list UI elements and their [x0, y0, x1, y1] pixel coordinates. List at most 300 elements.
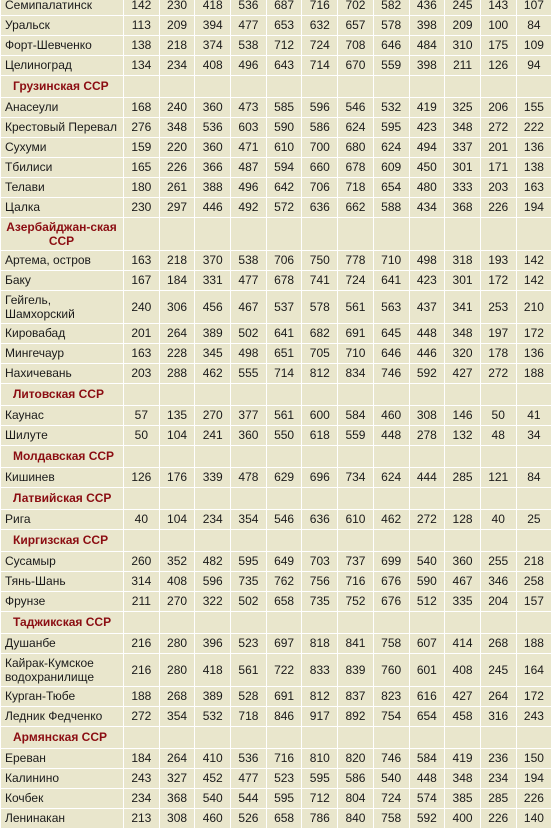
empty-cell	[302, 612, 338, 634]
value-cell: 632	[302, 16, 338, 36]
value-cell: 691	[338, 324, 374, 344]
value-cell: 561	[266, 406, 302, 426]
value-cell: 917	[302, 707, 338, 727]
region-name: Молдавская ССР	[1, 446, 124, 468]
value-cell: 414	[445, 634, 481, 654]
value-cell: 327	[159, 769, 195, 789]
empty-cell	[159, 727, 195, 749]
value-cell: 310	[445, 36, 481, 56]
empty-cell	[338, 727, 374, 749]
empty-cell	[195, 446, 231, 468]
value-cell: 540	[373, 769, 409, 789]
value-cell: 582	[373, 0, 409, 16]
empty-cell	[409, 446, 445, 468]
table-row	[1, 271, 551, 291]
value-cell: 389	[195, 687, 231, 707]
value-cell: 532	[195, 707, 231, 727]
value-cell: 536	[195, 118, 231, 138]
station-name: Шилуте	[1, 426, 124, 446]
value-cell: 498	[409, 251, 445, 271]
value-cell: 337	[445, 138, 481, 158]
empty-cell	[195, 612, 231, 634]
value-cell: 710	[338, 344, 374, 364]
value-cell: 126	[124, 468, 160, 488]
value-cell: 240	[124, 291, 160, 324]
value-cell: 706	[302, 178, 338, 198]
value-cell: 204	[480, 592, 516, 612]
value-cell: 285	[445, 468, 481, 488]
empty-cell	[516, 530, 551, 552]
value-cell: 654	[373, 178, 409, 198]
empty-cell	[373, 446, 409, 468]
value-cell: 211	[445, 56, 481, 76]
value-cell: 142	[516, 271, 551, 291]
value-cell: 578	[302, 291, 338, 324]
value-cell: 492	[231, 198, 267, 218]
value-cell: 318	[445, 251, 481, 271]
value-cell: 537	[266, 291, 302, 324]
value-cell: 592	[409, 809, 445, 829]
value-cell: 197	[480, 324, 516, 344]
empty-cell	[302, 530, 338, 552]
value-cell: 585	[266, 98, 302, 118]
value-cell: 268	[480, 634, 516, 654]
empty-cell	[231, 530, 267, 552]
value-cell: 418	[195, 0, 231, 16]
value-cell: 590	[409, 572, 445, 592]
table-row	[1, 36, 551, 56]
value-cell: 452	[195, 769, 231, 789]
value-cell: 272	[124, 707, 160, 727]
value-cell: 758	[373, 809, 409, 829]
value-cell: 297	[159, 198, 195, 218]
value-cell: 134	[124, 56, 160, 76]
value-cell: 473	[231, 98, 267, 118]
empty-cell	[124, 530, 160, 552]
station-name: Тянь-Шань	[1, 572, 124, 592]
value-cell: 172	[516, 687, 551, 707]
value-cell: 176	[159, 468, 195, 488]
value-cell: 316	[480, 707, 516, 727]
value-cell: 654	[409, 707, 445, 727]
value-cell: 188	[516, 364, 551, 384]
value-cell: 662	[338, 198, 374, 218]
value-cell: 301	[445, 158, 481, 178]
value-cell: 427	[445, 364, 481, 384]
value-cell: 467	[231, 291, 267, 324]
empty-cell	[124, 488, 160, 510]
value-cell: 203	[480, 178, 516, 198]
region-row	[1, 612, 551, 634]
value-cell: 261	[159, 178, 195, 198]
value-cell: 164	[516, 654, 551, 687]
value-cell: 478	[231, 468, 267, 488]
value-cell: 624	[373, 468, 409, 488]
empty-cell	[516, 446, 551, 468]
empty-cell	[159, 76, 195, 98]
value-cell: 610	[266, 138, 302, 158]
empty-cell	[409, 76, 445, 98]
value-cell: 434	[409, 198, 445, 218]
value-cell: 586	[302, 118, 338, 138]
value-cell: 136	[516, 344, 551, 364]
empty-cell	[445, 218, 481, 251]
value-cell: 741	[302, 271, 338, 291]
value-cell: 228	[159, 344, 195, 364]
table-row	[1, 707, 551, 727]
empty-cell	[302, 446, 338, 468]
value-cell: 697	[266, 634, 302, 654]
table-row	[1, 749, 551, 769]
value-cell: 680	[338, 138, 374, 158]
value-cell: 146	[445, 406, 481, 426]
value-cell: 136	[516, 138, 551, 158]
value-cell: 335	[445, 592, 481, 612]
empty-cell	[480, 488, 516, 510]
value-cell: 653	[266, 16, 302, 36]
value-cell: 734	[338, 468, 374, 488]
value-cell: 385	[445, 789, 481, 809]
value-cell: 563	[373, 291, 409, 324]
value-cell: 163	[124, 251, 160, 271]
value-cell: 121	[480, 468, 516, 488]
value-cell: 641	[373, 271, 409, 291]
value-cell: 423	[409, 271, 445, 291]
value-cell: 561	[338, 291, 374, 324]
empty-cell	[302, 76, 338, 98]
table-row	[1, 138, 551, 158]
value-cell: 360	[195, 138, 231, 158]
value-cell: 410	[195, 749, 231, 769]
empty-cell	[231, 384, 267, 406]
station-name: Сусамыр	[1, 552, 124, 572]
value-cell: 477	[231, 271, 267, 291]
station-name: Кочбек	[1, 789, 124, 809]
region-name: Армянская ССР	[1, 727, 124, 749]
value-cell: 584	[338, 406, 374, 426]
value-cell: 658	[266, 809, 302, 829]
value-cell: 264	[480, 687, 516, 707]
value-cell: 678	[338, 158, 374, 178]
station-name: Уральск	[1, 16, 124, 36]
value-cell: 352	[159, 552, 195, 572]
empty-cell	[124, 612, 160, 634]
station-name: Калинино	[1, 769, 124, 789]
table-row	[1, 198, 551, 218]
value-cell: 812	[302, 364, 338, 384]
value-cell: 194	[516, 769, 551, 789]
value-cell: 812	[302, 687, 338, 707]
value-cell: 218	[159, 36, 195, 56]
value-cell: 846	[266, 707, 302, 727]
table-row	[1, 634, 551, 654]
value-cell: 216	[124, 654, 160, 687]
value-cell: 588	[373, 198, 409, 218]
value-cell: 360	[195, 98, 231, 118]
empty-cell	[480, 727, 516, 749]
value-cell: 184	[124, 749, 160, 769]
value-cell: 616	[409, 687, 445, 707]
value-cell: 234	[480, 769, 516, 789]
value-cell: 714	[302, 56, 338, 76]
station-name: Тбилиси	[1, 158, 124, 178]
value-cell: 735	[302, 592, 338, 612]
station-name: Ереван	[1, 749, 124, 769]
empty-cell	[445, 612, 481, 634]
table-row	[1, 552, 551, 572]
empty-cell	[195, 76, 231, 98]
value-cell: 595	[302, 769, 338, 789]
table-row	[1, 98, 551, 118]
value-cell: 255	[480, 552, 516, 572]
value-cell: 226	[480, 809, 516, 829]
value-cell: 408	[159, 572, 195, 592]
value-cell: 222	[516, 118, 551, 138]
value-cell: 624	[338, 118, 374, 138]
value-cell: 345	[195, 344, 231, 364]
region-row	[1, 384, 551, 406]
value-cell: 165	[124, 158, 160, 178]
value-cell: 649	[266, 552, 302, 572]
value-cell: 555	[231, 364, 267, 384]
value-cell: 462	[195, 364, 231, 384]
value-cell: 559	[338, 426, 374, 446]
value-cell: 651	[266, 344, 302, 364]
empty-cell	[409, 727, 445, 749]
value-cell: 339	[195, 468, 231, 488]
table-row	[1, 324, 551, 344]
empty-cell	[409, 612, 445, 634]
empty-cell	[516, 218, 551, 251]
value-cell: 716	[338, 572, 374, 592]
value-cell: 140	[516, 809, 551, 829]
value-cell: 550	[266, 426, 302, 446]
value-cell: 636	[302, 198, 338, 218]
empty-cell	[124, 384, 160, 406]
value-cell: 700	[302, 138, 338, 158]
value-cell: 714	[266, 364, 302, 384]
empty-cell	[195, 530, 231, 552]
value-cell: 574	[409, 789, 445, 809]
empty-cell	[159, 384, 195, 406]
value-cell: 167	[124, 271, 160, 291]
value-cell: 128	[445, 510, 481, 530]
station-name: Артема, остров	[1, 251, 124, 271]
region-row	[1, 446, 551, 468]
value-cell: 641	[266, 324, 302, 344]
value-cell: 240	[159, 98, 195, 118]
empty-cell	[373, 488, 409, 510]
value-cell: 226	[516, 789, 551, 809]
value-cell: 603	[231, 118, 267, 138]
value-cell: 226	[480, 198, 516, 218]
value-cell: 687	[266, 0, 302, 16]
value-cell: 201	[480, 138, 516, 158]
value-cell: 260	[124, 552, 160, 572]
value-cell: 708	[338, 36, 374, 56]
value-cell: 448	[409, 324, 445, 344]
station-name: Целиноград	[1, 56, 124, 76]
table-row	[1, 364, 551, 384]
value-cell: 609	[373, 158, 409, 178]
value-cell: 699	[373, 552, 409, 572]
value-cell: 270	[159, 592, 195, 612]
region-name: Таджикская ССР	[1, 612, 124, 634]
table-row	[1, 592, 551, 612]
value-cell: 538	[231, 251, 267, 271]
value-cell: 737	[338, 552, 374, 572]
value-cell: 171	[480, 158, 516, 178]
value-cell: 658	[266, 592, 302, 612]
value-cell: 285	[480, 789, 516, 809]
value-cell: 477	[231, 769, 267, 789]
value-cell: 696	[302, 468, 338, 488]
empty-cell	[231, 727, 267, 749]
value-cell: 234	[195, 510, 231, 530]
empty-cell	[124, 727, 160, 749]
value-cell: 498	[231, 344, 267, 364]
value-cell: 84	[516, 468, 551, 488]
value-cell: 396	[195, 634, 231, 654]
value-cell: 203	[124, 364, 160, 384]
value-cell: 456	[195, 291, 231, 324]
value-cell: 660	[302, 158, 338, 178]
value-cell: 193	[480, 251, 516, 271]
value-cell: 446	[195, 198, 231, 218]
empty-cell	[124, 76, 160, 98]
value-cell: 236	[480, 749, 516, 769]
table-row	[1, 0, 551, 16]
empty-cell	[302, 727, 338, 749]
value-cell: 272	[480, 118, 516, 138]
table-body	[1, 0, 551, 829]
value-cell: 762	[266, 572, 302, 592]
value-cell: 477	[231, 16, 267, 36]
empty-cell	[195, 488, 231, 510]
table-row	[1, 291, 551, 324]
value-cell: 487	[231, 158, 267, 178]
value-cell: 188	[516, 634, 551, 654]
value-cell: 348	[159, 118, 195, 138]
value-cell: 314	[124, 572, 160, 592]
value-cell: 722	[266, 654, 302, 687]
station-name: Фрунзе	[1, 592, 124, 612]
station-name: Ледник Федченко	[1, 707, 124, 727]
empty-cell	[266, 488, 302, 510]
region-name: Киргизская ССР	[1, 530, 124, 552]
value-cell: 245	[445, 0, 481, 16]
value-cell: 419	[409, 98, 445, 118]
value-cell: 142	[124, 0, 160, 16]
value-cell: 724	[302, 36, 338, 56]
value-cell: 594	[266, 158, 302, 178]
empty-cell	[373, 727, 409, 749]
station-name: Ленинакан	[1, 809, 124, 829]
value-cell: 786	[302, 809, 338, 829]
value-cell: 253	[480, 291, 516, 324]
value-cell: 778	[338, 251, 374, 271]
value-cell: 218	[159, 251, 195, 271]
value-cell: 448	[409, 769, 445, 789]
value-cell: 268	[159, 687, 195, 707]
value-cell: 760	[373, 654, 409, 687]
value-cell: 536	[231, 749, 267, 769]
empty-cell	[338, 218, 374, 251]
empty-cell	[338, 488, 374, 510]
empty-cell	[516, 76, 551, 98]
value-cell: 209	[159, 16, 195, 36]
empty-cell	[231, 76, 267, 98]
value-cell: 601	[409, 654, 445, 687]
value-cell: 494	[409, 138, 445, 158]
empty-cell	[480, 446, 516, 468]
value-cell: 718	[231, 707, 267, 727]
empty-cell	[338, 446, 374, 468]
value-cell: 368	[445, 198, 481, 218]
value-cell: 460	[373, 406, 409, 426]
value-cell: 301	[445, 271, 481, 291]
table-row	[1, 426, 551, 446]
value-cell: 502	[231, 324, 267, 344]
value-cell: 308	[409, 406, 445, 426]
value-cell: 280	[159, 634, 195, 654]
empty-cell	[373, 384, 409, 406]
table-row	[1, 16, 551, 36]
value-cell: 50	[124, 426, 160, 446]
table-row	[1, 809, 551, 829]
value-cell: 348	[445, 324, 481, 344]
value-cell: 398	[409, 56, 445, 76]
value-cell: 645	[373, 324, 409, 344]
value-cell: 596	[302, 98, 338, 118]
value-cell: 578	[373, 16, 409, 36]
value-cell: 377	[231, 406, 267, 426]
value-cell: 172	[480, 271, 516, 291]
value-cell: 810	[302, 749, 338, 769]
station-name: Баку	[1, 271, 124, 291]
region-name: Литовская ССР	[1, 384, 124, 406]
value-cell: 366	[195, 158, 231, 178]
value-cell: 100	[480, 16, 516, 36]
value-cell: 682	[302, 324, 338, 344]
value-cell: 804	[338, 789, 374, 809]
value-cell: 113	[124, 16, 160, 36]
value-cell: 450	[409, 158, 445, 178]
value-cell: 398	[409, 16, 445, 36]
value-cell: 243	[516, 707, 551, 727]
region-name: Азербайджан-ская ССР	[1, 218, 124, 251]
value-cell: 496	[231, 178, 267, 198]
value-cell: 142	[516, 251, 551, 271]
empty-cell	[195, 727, 231, 749]
value-cell: 586	[338, 769, 374, 789]
empty-cell	[266, 384, 302, 406]
value-cell: 629	[266, 468, 302, 488]
value-cell: 180	[124, 178, 160, 198]
value-cell: 276	[124, 118, 160, 138]
value-cell: 150	[516, 749, 551, 769]
station-name: Рига	[1, 510, 124, 530]
station-name: Мингечаур	[1, 344, 124, 364]
value-cell: 168	[124, 98, 160, 118]
empty-cell	[159, 488, 195, 510]
empty-cell	[266, 612, 302, 634]
value-cell: 502	[231, 592, 267, 612]
table-row	[1, 178, 551, 198]
value-cell: 528	[231, 687, 267, 707]
value-cell: 210	[516, 291, 551, 324]
empty-cell	[231, 612, 267, 634]
